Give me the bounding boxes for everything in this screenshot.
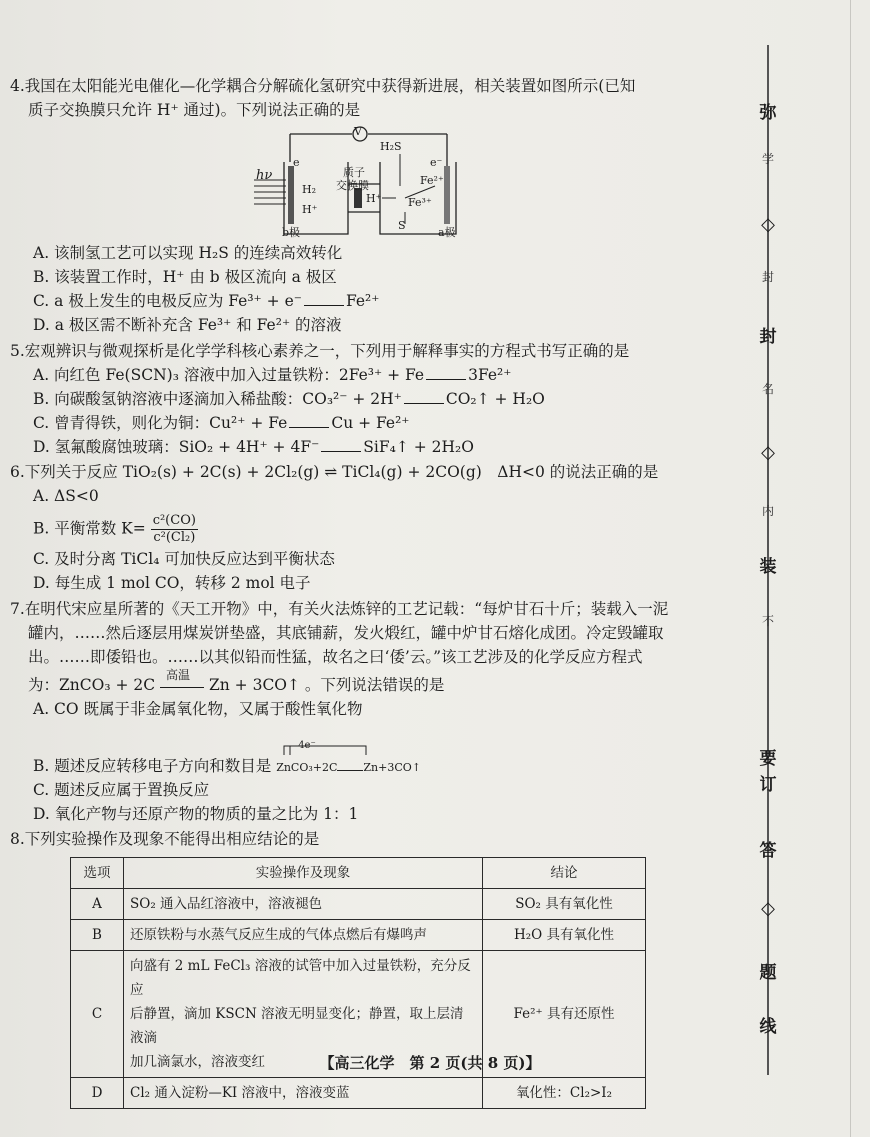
row-conclusion: H₂O 具有氧化性 xyxy=(483,920,646,951)
q5-c-left: C. 曾青得铁，则化为铜：Cu²⁺ + Fe xyxy=(33,414,288,432)
binding-field-label: 名 xyxy=(761,382,775,396)
eq-right: Zn+3CO↑ xyxy=(363,761,422,774)
membrane-label-2: 交换膜 xyxy=(336,179,369,192)
a-pole-label: a极 xyxy=(438,226,456,239)
row-option: A xyxy=(71,889,124,920)
table-row xyxy=(71,889,646,920)
q8-stem: 8.下列实验操作及现象不能得出相应结论的是 xyxy=(10,830,320,848)
eq-left: ZnCO₃+2C xyxy=(276,761,338,774)
equals-sign xyxy=(321,444,361,452)
row-conclusion: 氧化性：Cl₂>I₂ xyxy=(483,1078,646,1109)
h2s-label: H₂S xyxy=(380,140,402,153)
q4-c-right: Fe²⁺ xyxy=(345,292,380,310)
q5-c-right: Cu + Fe²⁺ xyxy=(331,414,410,432)
binding-char: 答 xyxy=(759,841,777,861)
condition-label: 高温 xyxy=(166,668,191,682)
q4-stem-line2: 质子交换膜只允许 H⁺ 通过)。下列说法正确的是 xyxy=(28,101,361,119)
equals-sign xyxy=(337,766,363,771)
table-header-row xyxy=(71,858,646,889)
binding-diamond: ◇ xyxy=(761,214,775,235)
row-operation-line: 后静置，滴加 KSCN 溶液无明显变化；静置，取上层清液滴 xyxy=(130,1006,464,1046)
electron-transfer-bracket xyxy=(280,743,370,757)
q7-option-c: C. 题述反应属于置换反应 xyxy=(33,781,210,799)
fe3-label: Fe³⁺ xyxy=(408,196,432,209)
q4-option-c xyxy=(33,290,379,312)
page-edge xyxy=(850,0,851,1137)
q4-stem-line1: 4.我国在太阳能光电催化—化学耦合分解硫化氢研究中获得新进展，相关装置如图所示(已知 xyxy=(10,77,636,95)
equals-sign xyxy=(304,298,344,306)
header-operation: 实验操作及现象 xyxy=(124,858,483,889)
header-conclusion: 结论 xyxy=(483,858,646,889)
q5-a-right: 3Fe²⁺ xyxy=(468,366,512,384)
q7-line2: 罐内，……然后逐层用煤炭饼垫盛，其底铺薪，发火煅红，罐中炉甘石熔化成团。冷定毁罐取 xyxy=(28,624,664,642)
q5-d-right: SiF₄↑ + 2H₂O xyxy=(363,438,474,456)
membrane-label-1: 质子 xyxy=(343,166,365,179)
binding-char: 线 xyxy=(759,1017,777,1037)
binding-char: 题 xyxy=(759,963,777,983)
equals-sign xyxy=(404,396,444,404)
row-option: C xyxy=(71,951,124,1078)
binding-char: 要 xyxy=(759,749,777,769)
binding-field-label: 学 xyxy=(761,152,775,166)
row-conclusion: SO₂ 具有氧化性 xyxy=(483,889,646,920)
q6-option-c: C. 及时分离 TiCl₄ 可加快反应达到平衡状态 xyxy=(33,550,335,568)
q6-stem: 6.下列关于反应 TiO₂(s) + 2C(s) + 2Cl₂(g) ⇌ TiCl₄(g) + 2CO(g) ΔH<0 的说法正确的是 xyxy=(10,463,659,481)
hplus-left-label: H⁺ xyxy=(302,203,318,216)
row-operation: 还原铁粉与水蒸气反应生成的气体点燃后有爆鸣声 xyxy=(124,920,483,951)
q5-option-c xyxy=(33,412,410,434)
row-operation-line: 加几滴氯水，溶液变红 xyxy=(130,1054,265,1070)
light-label: hν xyxy=(256,168,273,183)
header-option: 选项 xyxy=(71,858,124,889)
binding-field-label: 不 xyxy=(761,614,775,628)
high-temp-equals xyxy=(160,668,204,688)
q7-eq-left: 为：ZnCO₃ + 2C xyxy=(28,676,156,694)
fe2-label: Fe²⁺ xyxy=(420,174,444,187)
q7-line1: 7.在明代宋应星所著的《天工开物》中，有关火法炼锌的工艺记载：“每炉甘石十斤；装载入一泥 xyxy=(10,600,669,618)
equals-sign xyxy=(289,420,329,428)
page-footer: 【高三化学 第 2 页(共 8 页)】 xyxy=(319,1054,541,1072)
q5-b-right: CO₂↑ + H₂O xyxy=(445,390,545,408)
b-pole-label: b极 xyxy=(282,226,301,239)
q7-line3: 出。……即倭铅也。……以其似铅而性猛，故名之曰‘倭’云。”该工艺涉及的化学反应方程式 xyxy=(28,648,643,666)
binding-field-label: 内 xyxy=(761,504,775,518)
voltmeter-label: V xyxy=(354,125,362,138)
e-label-right: e⁻ xyxy=(430,156,443,169)
q6-option-a: A. ΔS<0 xyxy=(33,487,99,505)
q5-b-left: B. 向碳酸氢钠溶液中逐滴加入稀盐酸：CO₃²⁻ + 2H⁺ xyxy=(33,390,402,408)
q5-option-d xyxy=(33,436,474,458)
binding-diamond: ◇ xyxy=(761,898,775,919)
q5-option-a xyxy=(33,364,511,386)
q4-option-a: A. 该制氢工艺可以实现 H₂S 的连续高效转化 xyxy=(33,244,343,262)
electron-transfer-equation xyxy=(276,740,422,779)
hplus-mid-label: H⁺ xyxy=(366,192,382,205)
equals-sign xyxy=(426,372,466,380)
fraction-numerator: c²(CO) xyxy=(152,513,196,528)
fraction xyxy=(151,513,198,546)
q4-option-b: B. 该装置工作时，H⁺ 由 b 极区流向 a 极区 xyxy=(33,268,337,286)
q7-b-text: B. 题述反应转移电子方向和数目是 xyxy=(33,757,272,775)
binding-char: 弥 xyxy=(759,103,777,123)
row-conclusion: Fe²⁺ 具有还原性 xyxy=(483,951,646,1078)
q5-stem: 5.宏观辨识与微观探析是化学学科核心素养之一，下列用于解释事实的方程式书写正确的是 xyxy=(10,342,630,360)
binding-diamond: ◇ xyxy=(761,442,775,463)
row-option: B xyxy=(71,920,124,951)
q6-b-label: B. 平衡常数 K= xyxy=(33,519,146,538)
q7-option-b xyxy=(33,740,422,779)
q4-option-d: D. a 极区需不断补充含 Fe³⁺ 和 Fe²⁺ 的溶液 xyxy=(33,316,342,334)
electron-count: 4e⁻ xyxy=(298,740,316,751)
row-operation: SO₂ 通入品红溶液中，溶液褪色 xyxy=(124,889,483,920)
q7-line4 xyxy=(28,668,445,696)
q4-c-left: C. a 极上发生的电极反应为 Fe³⁺ + e⁻ xyxy=(33,292,302,310)
row-operation-line: 向盛有 2 mL FeCl₃ 溶液的试管中加入过量铁粉，充分反应 xyxy=(130,958,471,998)
row-operation: Cl₂ 通入淀粉—KI 溶液中，溶液变蓝 xyxy=(124,1078,483,1109)
q7-option-a: A. CO 既属于非金属氧化物，又属于酸性氧化物 xyxy=(33,700,363,718)
binding-field-label: 封 xyxy=(761,270,775,284)
h2-label: H₂ xyxy=(302,183,317,196)
binding-char: 订 xyxy=(759,775,777,795)
fraction-denominator: c²(Cl₂) xyxy=(153,530,196,545)
table-row xyxy=(71,920,646,951)
q6-option-b xyxy=(33,513,198,546)
q5-option-b xyxy=(33,388,545,410)
q7-option-d: D. 氧化产物与还原产物的物质的量之比为 1：1 xyxy=(33,805,359,823)
q5-d-left: D. 氢氟酸腐蚀玻璃：SiO₂ + 4H⁺ + 4F⁻ xyxy=(33,438,320,456)
q6-option-d: D. 每生成 1 mol CO，转移 2 mol 电子 xyxy=(33,574,311,592)
table-row xyxy=(71,1078,646,1109)
q5-a-left: A. 向红色 Fe(SCN)₃ 溶液中加入过量铁粉：2Fe³⁺ + Fe xyxy=(33,366,425,384)
binding-char: 封 xyxy=(759,327,777,347)
e-label-left: e xyxy=(293,156,300,169)
q7-eq-right: Zn + 3CO↑ 。下列说法错误的是 xyxy=(208,676,445,694)
row-option: D xyxy=(71,1078,124,1109)
binding-char: 装 xyxy=(759,557,777,577)
s-label: S xyxy=(398,219,406,232)
